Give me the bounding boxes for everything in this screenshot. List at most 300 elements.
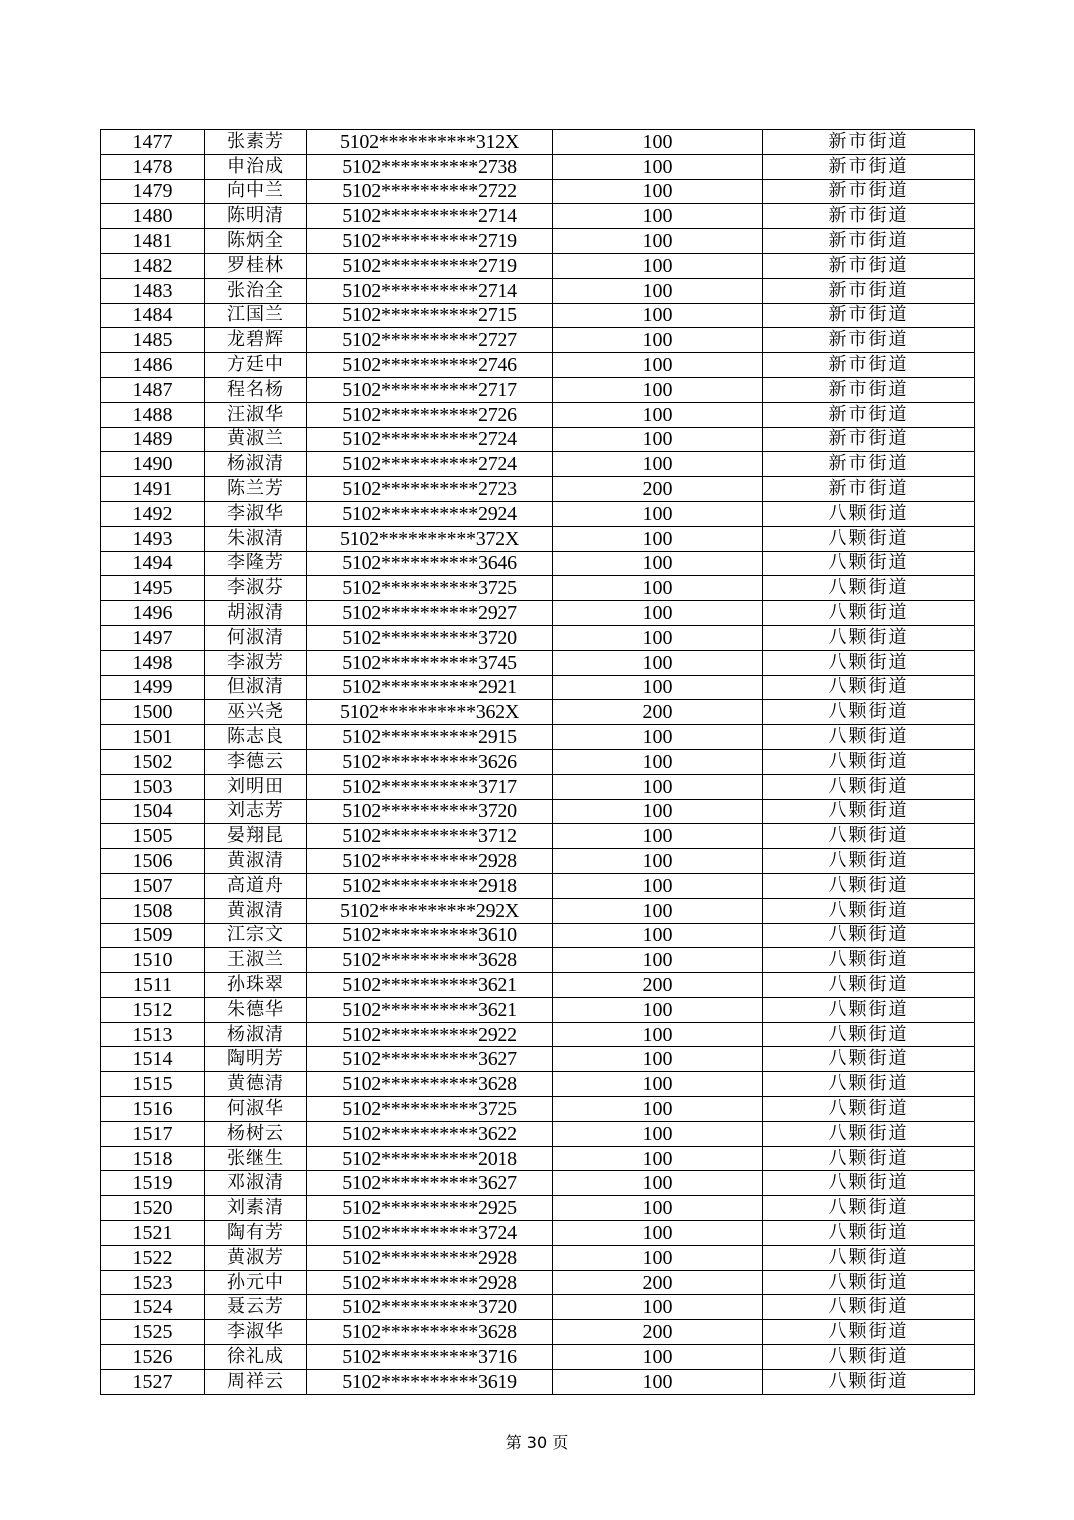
id-number-cell: 5102**********2715	[307, 303, 553, 328]
amount-cell: 100	[553, 353, 763, 378]
table-row	[101, 377, 975, 402]
amount-cell: 100	[553, 849, 763, 874]
id-number-cell: 5102**********3720	[307, 1295, 553, 1320]
id-number-cell: 5102**********3628	[307, 948, 553, 973]
name-cell: 徐礼成	[205, 1345, 307, 1370]
name-cell: 聂云芳	[205, 1295, 307, 1320]
table-row	[101, 1369, 975, 1394]
id-number-cell: 5102**********3621	[307, 997, 553, 1022]
id-number-cell: 5102**********2746	[307, 353, 553, 378]
id-number-cell: 5102**********2921	[307, 675, 553, 700]
street-cell: 新市街道	[763, 253, 975, 278]
amount-cell: 100	[553, 1121, 763, 1146]
amount-cell: 100	[553, 377, 763, 402]
name-cell: 胡淑清	[205, 601, 307, 626]
id-number-cell: 5102**********3627	[307, 1171, 553, 1196]
street-cell: 八颗街道	[763, 1270, 975, 1295]
row-number-cell: 1525	[101, 1320, 205, 1345]
name-cell: 邓淑清	[205, 1171, 307, 1196]
table-row	[101, 1171, 975, 1196]
row-number-cell: 1479	[101, 179, 205, 204]
amount-cell: 100	[553, 675, 763, 700]
id-number-cell: 5102**********3646	[307, 551, 553, 576]
name-cell: 孙珠翠	[205, 973, 307, 998]
name-cell: 李淑芳	[205, 650, 307, 675]
amount-cell: 100	[553, 526, 763, 551]
amount-cell: 100	[553, 1146, 763, 1171]
amount-cell: 100	[553, 873, 763, 898]
table-row	[101, 700, 975, 725]
amount-cell: 100	[553, 1221, 763, 1246]
id-number-cell: 5102**********3724	[307, 1221, 553, 1246]
table-row	[101, 328, 975, 353]
table-row	[101, 576, 975, 601]
id-number-cell: 5102**********2928	[307, 1245, 553, 1270]
amount-cell: 100	[553, 1295, 763, 1320]
name-cell: 孙元中	[205, 1270, 307, 1295]
name-cell: 黄德清	[205, 1072, 307, 1097]
street-cell: 八颗街道	[763, 799, 975, 824]
street-cell: 八颗街道	[763, 1097, 975, 1122]
id-number-cell: 5102**********362X	[307, 700, 553, 725]
table-row	[101, 898, 975, 923]
row-number-cell: 1496	[101, 601, 205, 626]
table-row	[101, 849, 975, 874]
amount-cell: 200	[553, 700, 763, 725]
amount-cell: 100	[553, 824, 763, 849]
table-row	[101, 675, 975, 700]
amount-cell: 100	[553, 725, 763, 750]
row-number-cell: 1520	[101, 1196, 205, 1221]
name-cell: 张治全	[205, 278, 307, 303]
id-number-cell: 5102**********2928	[307, 849, 553, 874]
amount-cell: 100	[553, 328, 763, 353]
id-number-cell: 5102**********3716	[307, 1345, 553, 1370]
street-cell: 八颗街道	[763, 749, 975, 774]
street-cell: 八颗街道	[763, 997, 975, 1022]
name-cell: 朱淑清	[205, 526, 307, 551]
amount-cell: 100	[553, 303, 763, 328]
row-number-cell: 1524	[101, 1295, 205, 1320]
street-cell: 新市街道	[763, 427, 975, 452]
table-row	[101, 1072, 975, 1097]
row-number-cell: 1516	[101, 1097, 205, 1122]
name-cell: 罗桂林	[205, 253, 307, 278]
amount-cell: 100	[553, 1047, 763, 1072]
row-number-cell: 1480	[101, 204, 205, 229]
id-number-cell: 5102**********3725	[307, 576, 553, 601]
table-row	[101, 824, 975, 849]
id-number-cell: 5102**********2719	[307, 253, 553, 278]
id-number-cell: 5102**********3610	[307, 923, 553, 948]
row-number-cell: 1484	[101, 303, 205, 328]
table-row	[101, 601, 975, 626]
name-cell: 方廷中	[205, 353, 307, 378]
id-number-cell: 5102**********2738	[307, 154, 553, 179]
id-number-cell: 5102**********312X	[307, 130, 553, 155]
row-number-cell: 1511	[101, 973, 205, 998]
street-cell: 新市街道	[763, 452, 975, 477]
table-row	[101, 179, 975, 204]
amount-cell: 100	[553, 154, 763, 179]
row-number-cell: 1507	[101, 873, 205, 898]
amount-cell: 100	[553, 948, 763, 973]
row-number-cell: 1521	[101, 1221, 205, 1246]
id-number-cell: 5102**********2727	[307, 328, 553, 353]
street-cell: 八颗街道	[763, 1320, 975, 1345]
id-number-cell: 5102**********3725	[307, 1097, 553, 1122]
table-row	[101, 1270, 975, 1295]
table-row	[101, 551, 975, 576]
table-row	[101, 229, 975, 254]
id-number-cell: 5102**********3622	[307, 1121, 553, 1146]
amount-cell: 100	[553, 1196, 763, 1221]
amount-cell: 100	[553, 601, 763, 626]
street-cell: 新市街道	[763, 179, 975, 204]
name-cell: 何淑清	[205, 625, 307, 650]
name-cell: 晏翔昆	[205, 824, 307, 849]
id-number-cell: 5102**********3621	[307, 973, 553, 998]
table-row	[101, 452, 975, 477]
table-row	[101, 1121, 975, 1146]
name-cell: 张继生	[205, 1146, 307, 1171]
street-cell: 新市街道	[763, 377, 975, 402]
street-cell: 八颗街道	[763, 1221, 975, 1246]
id-number-cell: 5102**********292X	[307, 898, 553, 923]
table-row	[101, 1245, 975, 1270]
street-cell: 八颗街道	[763, 725, 975, 750]
name-cell: 陈炳全	[205, 229, 307, 254]
street-cell: 新市街道	[763, 204, 975, 229]
row-number-cell: 1510	[101, 948, 205, 973]
amount-cell: 100	[553, 923, 763, 948]
name-cell: 李淑华	[205, 1320, 307, 1345]
amount-cell: 100	[553, 1171, 763, 1196]
table-row	[101, 477, 975, 502]
row-number-cell: 1505	[101, 824, 205, 849]
table-row	[101, 130, 975, 155]
street-cell: 八颗街道	[763, 948, 975, 973]
name-cell: 向中兰	[205, 179, 307, 204]
row-number-cell: 1502	[101, 749, 205, 774]
id-number-cell: 5102**********2925	[307, 1196, 553, 1221]
street-cell: 八颗街道	[763, 1146, 975, 1171]
name-cell: 朱德华	[205, 997, 307, 1022]
table-row	[101, 1221, 975, 1246]
name-cell: 李淑芬	[205, 576, 307, 601]
street-cell: 八颗街道	[763, 625, 975, 650]
table-row	[101, 353, 975, 378]
amount-cell: 100	[553, 625, 763, 650]
table-row	[101, 1345, 975, 1370]
table-row	[101, 204, 975, 229]
row-number-cell: 1506	[101, 849, 205, 874]
id-number-cell: 5102**********3628	[307, 1072, 553, 1097]
amount-cell: 100	[553, 799, 763, 824]
amount-cell: 200	[553, 973, 763, 998]
street-cell: 八颗街道	[763, 873, 975, 898]
table-row	[101, 1097, 975, 1122]
row-number-cell: 1489	[101, 427, 205, 452]
row-number-cell: 1504	[101, 799, 205, 824]
table-row	[101, 1320, 975, 1345]
amount-cell: 100	[553, 253, 763, 278]
amount-cell: 100	[553, 452, 763, 477]
table-row	[101, 1047, 975, 1072]
amount-cell: 200	[553, 1270, 763, 1295]
row-number-cell: 1499	[101, 675, 205, 700]
street-cell: 八颗街道	[763, 1047, 975, 1072]
row-number-cell: 1481	[101, 229, 205, 254]
row-number-cell: 1488	[101, 402, 205, 427]
id-number-cell: 5102**********3720	[307, 799, 553, 824]
row-number-cell: 1512	[101, 997, 205, 1022]
id-number-cell: 5102**********3745	[307, 650, 553, 675]
street-cell: 八颗街道	[763, 1072, 975, 1097]
street-cell: 八颗街道	[763, 1022, 975, 1047]
row-number-cell: 1492	[101, 501, 205, 526]
table-row	[101, 749, 975, 774]
name-cell: 黄淑清	[205, 849, 307, 874]
row-number-cell: 1495	[101, 576, 205, 601]
name-cell: 申治成	[205, 154, 307, 179]
amount-cell: 100	[553, 551, 763, 576]
street-cell: 八颗街道	[763, 700, 975, 725]
street-cell: 新市街道	[763, 278, 975, 303]
amount-cell: 100	[553, 576, 763, 601]
table-row	[101, 1196, 975, 1221]
street-cell: 八颗街道	[763, 601, 975, 626]
row-number-cell: 1487	[101, 377, 205, 402]
amount-cell: 100	[553, 1022, 763, 1047]
amount-cell: 100	[553, 427, 763, 452]
table-row	[101, 154, 975, 179]
name-cell: 江国兰	[205, 303, 307, 328]
street-cell: 新市街道	[763, 154, 975, 179]
name-cell: 刘明田	[205, 774, 307, 799]
name-cell: 周祥云	[205, 1369, 307, 1394]
name-cell: 陶明芳	[205, 1047, 307, 1072]
row-number-cell: 1497	[101, 625, 205, 650]
amount-cell: 100	[553, 997, 763, 1022]
street-cell: 八颗街道	[763, 849, 975, 874]
amount-cell: 100	[553, 229, 763, 254]
table-row	[101, 997, 975, 1022]
name-cell: 黄淑芳	[205, 1245, 307, 1270]
street-cell: 八颗街道	[763, 1295, 975, 1320]
street-cell: 八颗街道	[763, 1196, 975, 1221]
street-cell: 八颗街道	[763, 1121, 975, 1146]
amount-cell: 100	[553, 501, 763, 526]
name-cell: 刘素清	[205, 1196, 307, 1221]
name-cell: 巫兴尧	[205, 700, 307, 725]
data-table	[100, 129, 975, 1395]
table-row	[101, 501, 975, 526]
amount-cell: 100	[553, 749, 763, 774]
name-cell: 刘志芳	[205, 799, 307, 824]
row-number-cell: 1483	[101, 278, 205, 303]
id-number-cell: 5102**********2922	[307, 1022, 553, 1047]
street-cell: 八颗街道	[763, 923, 975, 948]
id-number-cell: 5102**********3717	[307, 774, 553, 799]
name-cell: 杨淑清	[205, 1022, 307, 1047]
table-body	[101, 130, 975, 1395]
row-number-cell: 1500	[101, 700, 205, 725]
table-row	[101, 526, 975, 551]
name-cell: 杨树云	[205, 1121, 307, 1146]
id-number-cell: 5102**********2918	[307, 873, 553, 898]
name-cell: 龙碧辉	[205, 328, 307, 353]
name-cell: 陶有芳	[205, 1221, 307, 1246]
amount-cell: 200	[553, 1320, 763, 1345]
row-number-cell: 1486	[101, 353, 205, 378]
street-cell: 八颗街道	[763, 1369, 975, 1394]
street-cell: 新市街道	[763, 130, 975, 155]
name-cell: 陈明清	[205, 204, 307, 229]
page-number: 第 30 页	[505, 1433, 569, 1452]
street-cell: 八颗街道	[763, 526, 975, 551]
amount-cell: 100	[553, 898, 763, 923]
amount-cell: 100	[553, 774, 763, 799]
street-cell: 新市街道	[763, 303, 975, 328]
id-number-cell: 5102**********3619	[307, 1369, 553, 1394]
table-row	[101, 799, 975, 824]
name-cell: 李淑华	[205, 501, 307, 526]
row-number-cell: 1482	[101, 253, 205, 278]
id-number-cell: 5102**********2719	[307, 229, 553, 254]
amount-cell: 100	[553, 1345, 763, 1370]
name-cell: 杨淑清	[205, 452, 307, 477]
street-cell: 八颗街道	[763, 824, 975, 849]
table-row	[101, 278, 975, 303]
table-row	[101, 303, 975, 328]
id-number-cell: 5102**********2724	[307, 427, 553, 452]
name-cell: 何淑华	[205, 1097, 307, 1122]
row-number-cell: 1514	[101, 1047, 205, 1072]
name-cell: 程名杨	[205, 377, 307, 402]
name-cell: 王淑兰	[205, 948, 307, 973]
row-number-cell: 1522	[101, 1245, 205, 1270]
name-cell: 陈兰芳	[205, 477, 307, 502]
row-number-cell: 1490	[101, 452, 205, 477]
amount-cell: 100	[553, 1369, 763, 1394]
id-number-cell: 5102**********372X	[307, 526, 553, 551]
amount-cell: 100	[553, 278, 763, 303]
table-row	[101, 873, 975, 898]
id-number-cell: 5102**********2724	[307, 452, 553, 477]
row-number-cell: 1527	[101, 1369, 205, 1394]
street-cell: 八颗街道	[763, 973, 975, 998]
street-cell: 新市街道	[763, 229, 975, 254]
street-cell: 八颗街道	[763, 675, 975, 700]
table-row	[101, 774, 975, 799]
street-cell: 八颗街道	[763, 501, 975, 526]
row-number-cell: 1494	[101, 551, 205, 576]
name-cell: 汪淑华	[205, 402, 307, 427]
name-cell: 黄淑兰	[205, 427, 307, 452]
street-cell: 八颗街道	[763, 1345, 975, 1370]
amount-cell: 100	[553, 1072, 763, 1097]
table-row	[101, 650, 975, 675]
id-number-cell: 5102**********2924	[307, 501, 553, 526]
id-number-cell: 5102**********2927	[307, 601, 553, 626]
row-number-cell: 1518	[101, 1146, 205, 1171]
name-cell: 江宗文	[205, 923, 307, 948]
amount-cell: 100	[553, 130, 763, 155]
row-number-cell: 1513	[101, 1022, 205, 1047]
name-cell: 但淑清	[205, 675, 307, 700]
table-row	[101, 427, 975, 452]
id-number-cell: 5102**********2726	[307, 402, 553, 427]
street-cell: 八颗街道	[763, 898, 975, 923]
id-number-cell: 5102**********3720	[307, 625, 553, 650]
row-number-cell: 1501	[101, 725, 205, 750]
row-number-cell: 1498	[101, 650, 205, 675]
id-number-cell: 5102**********2928	[307, 1270, 553, 1295]
row-number-cell: 1478	[101, 154, 205, 179]
street-cell: 八颗街道	[763, 1245, 975, 1270]
amount-cell: 200	[553, 477, 763, 502]
row-number-cell: 1503	[101, 774, 205, 799]
name-cell: 黄淑清	[205, 898, 307, 923]
name-cell: 陈志良	[205, 725, 307, 750]
table-row	[101, 973, 975, 998]
street-cell: 新市街道	[763, 402, 975, 427]
table-row	[101, 1146, 975, 1171]
id-number-cell: 5102**********2714	[307, 204, 553, 229]
row-number-cell: 1491	[101, 477, 205, 502]
street-cell: 八颗街道	[763, 576, 975, 601]
id-number-cell: 5102**********3627	[307, 1047, 553, 1072]
table-row	[101, 253, 975, 278]
id-number-cell: 5102**********2018	[307, 1146, 553, 1171]
id-number-cell: 5102**********2723	[307, 477, 553, 502]
id-number-cell: 5102**********2717	[307, 377, 553, 402]
table-row	[101, 402, 975, 427]
row-number-cell: 1508	[101, 898, 205, 923]
id-number-cell: 5102**********3626	[307, 749, 553, 774]
street-cell: 新市街道	[763, 477, 975, 502]
id-number-cell: 5102**********3712	[307, 824, 553, 849]
table-row	[101, 725, 975, 750]
street-cell: 八颗街道	[763, 650, 975, 675]
street-cell: 八颗街道	[763, 774, 975, 799]
row-number-cell: 1509	[101, 923, 205, 948]
street-cell: 新市街道	[763, 328, 975, 353]
street-cell: 八颗街道	[763, 551, 975, 576]
amount-cell: 100	[553, 1097, 763, 1122]
table-row	[101, 948, 975, 973]
amount-cell: 100	[553, 650, 763, 675]
id-number-cell: 5102**********3628	[307, 1320, 553, 1345]
name-cell: 高道舟	[205, 873, 307, 898]
row-number-cell: 1485	[101, 328, 205, 353]
street-cell: 八颗街道	[763, 1171, 975, 1196]
row-number-cell: 1517	[101, 1121, 205, 1146]
id-number-cell: 5102**********2714	[307, 278, 553, 303]
table-row	[101, 1022, 975, 1047]
row-number-cell: 1519	[101, 1171, 205, 1196]
amount-cell: 100	[553, 402, 763, 427]
row-number-cell: 1493	[101, 526, 205, 551]
table-row	[101, 625, 975, 650]
amount-cell: 100	[553, 204, 763, 229]
row-number-cell: 1526	[101, 1345, 205, 1370]
street-cell: 新市街道	[763, 353, 975, 378]
amount-cell: 100	[553, 179, 763, 204]
row-number-cell: 1477	[101, 130, 205, 155]
table-row	[101, 1295, 975, 1320]
